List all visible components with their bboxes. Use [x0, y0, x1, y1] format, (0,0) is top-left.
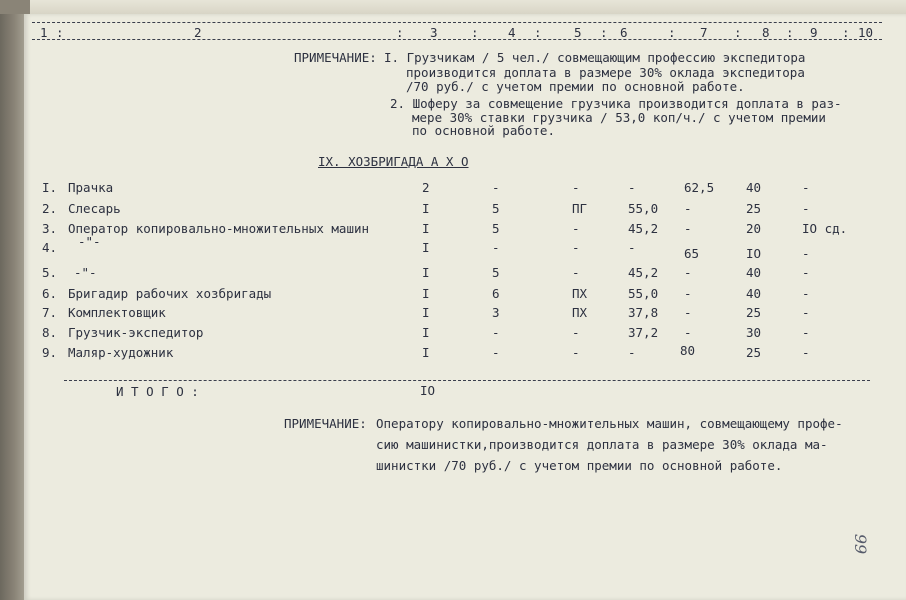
column-header-4: 4 [508, 25, 516, 40]
row-col4: 5 [492, 221, 500, 236]
note1-item2-line3: по основной работе. [412, 123, 555, 138]
row-number: I. [42, 180, 58, 195]
row-col4: 5 [492, 201, 500, 216]
row-number: 2. [42, 201, 58, 216]
row-number: 8. [42, 325, 58, 340]
note1-item2-line1: 2. Шоферу за совмещение грузчика производится доплата в раз- [390, 96, 842, 111]
row-col8: IO [746, 246, 762, 261]
row-col3: I [422, 240, 430, 255]
column-header-sep: : [56, 25, 64, 40]
column-header-6: 6 [620, 25, 628, 40]
row-position: -"- [74, 265, 97, 280]
row-col7: - [684, 325, 692, 340]
row-col7: - [684, 286, 692, 301]
row-position: Бригадир рабочих хозбригады [68, 286, 272, 301]
row-col8: 20 [746, 221, 762, 236]
document-sheet [24, 14, 906, 600]
row-col5: - [572, 345, 580, 360]
row-col9: - [802, 180, 810, 195]
row-col6: - [628, 345, 636, 360]
row-col3: I [422, 265, 430, 280]
row-col8: 25 [746, 345, 762, 360]
row-col8: 40 [746, 286, 762, 301]
row-col9: - [802, 246, 810, 261]
row-col8: 30 [746, 325, 762, 340]
row-col8: 25 [746, 305, 762, 320]
row-col9: - [802, 201, 810, 216]
page-number: 99 [851, 533, 871, 555]
note2-line1: Оператору копировально-множительных машин, совмещающему профе- [376, 416, 843, 431]
row-col6: - [628, 240, 636, 255]
row-col6: 45,2 [628, 265, 659, 280]
row-col3: I [422, 201, 430, 216]
row-col4: 5 [492, 265, 500, 280]
column-header-sep: : [842, 25, 850, 40]
note1-label: ПРИМЕЧАНИЕ: [294, 50, 377, 65]
row-col9: - [802, 265, 810, 280]
note1-item1-line2: производится доплата в размере 30% оклада экспедитора [406, 65, 805, 80]
total-label: И Т О Г О : [116, 384, 199, 399]
header-rule-top [32, 22, 882, 23]
row-col7: - [684, 265, 692, 280]
row-number: 9. [42, 345, 58, 360]
row-col4: - [492, 240, 500, 255]
column-header-sep: : [471, 25, 479, 40]
row-col8: 40 [746, 180, 762, 195]
row-position: Прачка [68, 180, 114, 195]
section-title: IX. ХОЗБРИГАДА А Х О [318, 154, 469, 169]
note2-label: ПРИМЕЧАНИЕ: [284, 416, 367, 431]
row-col4: - [492, 345, 500, 360]
row-position: Оператор копировально-множительных машин [68, 221, 370, 236]
row-col8: 40 [746, 265, 762, 280]
row-col7: - [684, 221, 692, 236]
column-header-sep: : [668, 25, 676, 40]
note2-line2: сию машинистки,производится доплата в размере 30% оклада ма- [376, 437, 828, 452]
row-col5: ПХ [572, 286, 588, 301]
note1-item1-line1: I. Грузчикам / 5 чел./ совмещающим профессию экспедитора [384, 50, 806, 65]
row-col9: - [802, 345, 810, 360]
row-col3: 2 [422, 180, 430, 195]
row-col6: 55,0 [628, 201, 659, 216]
row-col3: I [422, 286, 430, 301]
row-position: Грузчик-экспедитор [68, 325, 204, 340]
row-col9: - [802, 305, 810, 320]
row-col3: I [422, 305, 430, 320]
row-col5: - [572, 265, 580, 280]
row-col5: - [572, 221, 580, 236]
row-number: 7. [42, 305, 58, 320]
note1-item1-line3: /70 руб./ с учетом премии по основной работе. [406, 79, 745, 94]
row-col4: 3 [492, 305, 500, 320]
column-header-sep: : [534, 25, 542, 40]
row-col9: - [802, 325, 810, 340]
row-position: -"- [78, 234, 101, 249]
column-header-1: 1 [40, 25, 48, 40]
row-number: 6. [42, 286, 58, 301]
row-col5: ПХ [572, 305, 588, 320]
row-number: 5. [42, 265, 58, 280]
column-header-3: 3 [430, 25, 438, 40]
row-position: Комплектовщик [68, 305, 166, 320]
row-col7: 62,5 [684, 180, 715, 195]
total-value: IO [420, 383, 436, 398]
row-col7: - [684, 201, 692, 216]
row-number: 3. [42, 221, 58, 236]
row-col6: 37,8 [628, 305, 659, 320]
previous-page-edge [30, 0, 906, 15]
column-header-7: 7 [700, 25, 708, 40]
row-col9: IO сд. [802, 221, 848, 236]
row-col6: 37,2 [628, 325, 659, 340]
column-header-2: 2 [194, 25, 202, 40]
note2-line3: шинистки /70 руб./ с учетом премии по основной работе. [376, 458, 783, 473]
column-header-9: 9 [810, 25, 818, 40]
column-header-sep: : [734, 25, 742, 40]
row-col4: 6 [492, 286, 500, 301]
column-header-sep: : [396, 25, 404, 40]
row-col4: - [492, 180, 500, 195]
row-col6: 45,2 [628, 221, 659, 236]
row-col9: - [802, 286, 810, 301]
row-col5: - [572, 240, 580, 255]
column-header-5: 5 [574, 25, 582, 40]
column-header-sep: : [600, 25, 608, 40]
column-header-8: 8 [762, 25, 770, 40]
row-col5: - [572, 180, 580, 195]
row-col6: 55,0 [628, 286, 659, 301]
row-position: Слесарь [68, 201, 121, 216]
row-col4: - [492, 325, 500, 340]
row-col3: I [422, 345, 430, 360]
row-position: Маляр-художник [68, 345, 174, 360]
row-number: 4. [42, 240, 58, 255]
row-col6: - [628, 180, 636, 195]
row-col3: I [422, 325, 430, 340]
total-rule [64, 380, 870, 381]
row-col3: I [422, 221, 430, 236]
row-col7: 80 [680, 343, 696, 358]
column-header-sep: : [786, 25, 794, 40]
row-col8: 25 [746, 201, 762, 216]
row-col7: - [684, 305, 692, 320]
row-col5: ПГ [572, 201, 588, 216]
note1-item2-line2: мере 30% ставки грузчика / 53,0 коп/ч./ с учетом премии [412, 110, 826, 125]
binding-edge [0, 14, 24, 600]
row-col7: 65 [684, 246, 700, 261]
column-header-10: 10 [858, 25, 874, 40]
header-rule-bottom [32, 39, 882, 40]
row-col5: - [572, 325, 580, 340]
